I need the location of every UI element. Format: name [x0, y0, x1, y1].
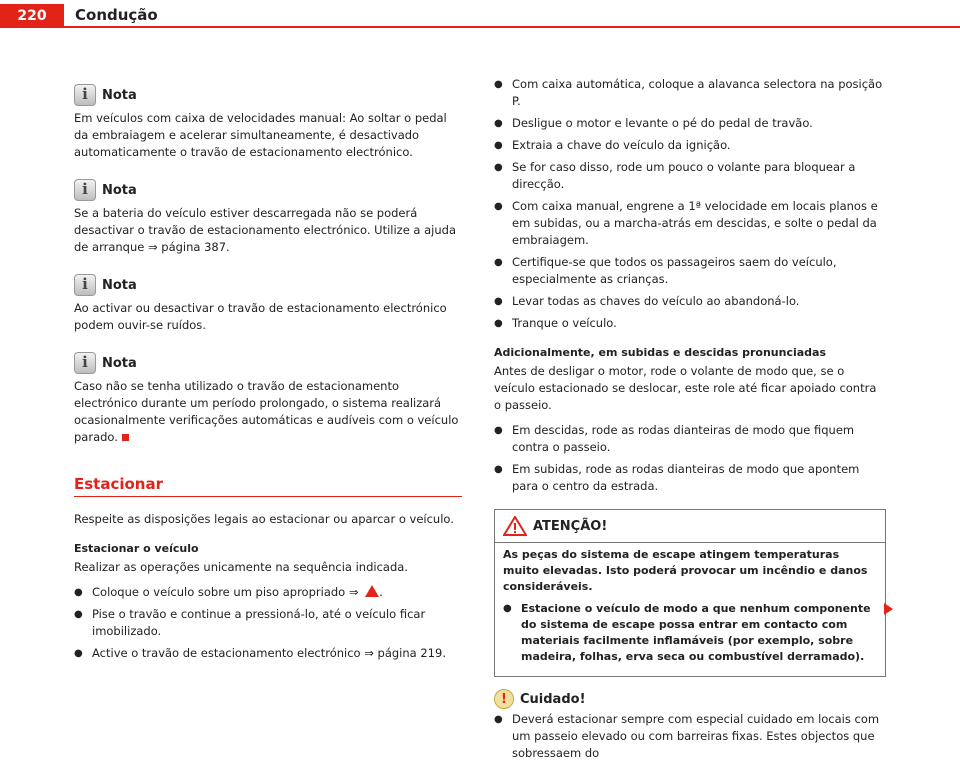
list-item: ● Deverá estacionar sempre com especial cuidado em locais com um passeio elevado ou com barreiras fixas. Estes objectos que sobressaem do	[494, 711, 886, 762]
steps-list-left	[74, 584, 462, 662]
note-4	[74, 352, 462, 374]
note-2	[74, 179, 462, 201]
list-item: ● Desligue o motor e levante o pé do pedal de travão.	[494, 115, 886, 132]
caution-title: Cuidado!	[520, 691, 586, 707]
list-item: ● Active o travão de estacionamento electrónico ⇒ página 219.	[74, 645, 462, 662]
warning-triangle-icon[interactable]	[365, 585, 379, 597]
note-title: Nota	[102, 355, 137, 371]
note-text: Se a bateria do veículo estiver descarregada não se poderá desactivar o travão de estacionamento electrónico. Utilize a ajuda de arranque ⇒ página 387.	[74, 206, 457, 254]
page-header	[0, 0, 960, 28]
left-column	[74, 84, 462, 667]
end-of-section-mark	[122, 434, 129, 441]
note-text	[74, 378, 462, 446]
list-item: ● Coloque o veículo sobre um piso apropriado ⇒ .	[74, 584, 462, 601]
info-icon	[74, 179, 96, 201]
list-item: ● Certifique-se que todos os passageiros saem do veículo, especialmente as crianças.	[494, 254, 886, 288]
info-icon	[74, 84, 96, 106]
right-column	[494, 76, 886, 767]
note-text-content: Caso não se tenha utilizado o travão de estacionamento electrónico durante um período prolongado, o sistema realizará ocasionalmente verificações automáticas e audíveis com o veículo parado.	[74, 379, 459, 444]
warning-title: ATENÇÃO!	[533, 518, 608, 534]
info-icon	[74, 352, 96, 374]
note-title: Nota	[102, 277, 137, 293]
warning-box	[494, 509, 886, 677]
subhead-text: Realizar as operações unicamente na sequência indicada.	[74, 560, 408, 574]
slope-steps-list	[494, 422, 886, 495]
steps-list-right	[494, 76, 886, 332]
note-text: Ao activar ou desactivar o travão de estacionamento electrónico podem ouvir-se ruídos.	[74, 301, 447, 332]
note-3	[74, 274, 462, 296]
list-item: ● Tranque o veículo.	[494, 315, 886, 332]
list-item: ● Em subidas, rode as rodas dianteiras de modo que apontem para o centro da estrada.	[494, 461, 886, 495]
list-item-text: Coloque o veículo sobre um piso apropriado ⇒	[92, 585, 359, 599]
warning-text: As peças do sistema de escape atingem temperaturas muito elevadas. Isto poderá provocar um incêndio e danos consideráveis.	[503, 548, 868, 593]
warning-header	[495, 510, 885, 543]
note-title: Nota	[102, 182, 137, 198]
caution-icon: !	[494, 689, 514, 709]
list-item: ● Extraia a chave do veículo da ignição.	[494, 137, 886, 154]
subhead-slopes: Adicionalmente, em subidas e descidas pronunciadas	[494, 346, 827, 359]
subhead-text: Antes de desligar o motor, rode o volante de modo que, se o veículo estacionado se deslocar, este role até ficar apoiado contra o passeio.	[494, 364, 877, 412]
list-item: ● Com caixa automática, coloque a alavanca selectora na posição P.	[494, 76, 886, 110]
list-item: ● Em descidas, rode as rodas dianteiras de modo que fiquem contra o passeio.	[494, 422, 886, 456]
section-intro: Respeite as disposições legais ao estacionar ou aparcar o veículo.	[74, 512, 454, 526]
warning-triangle-icon	[503, 516, 527, 536]
warning-list	[503, 601, 877, 665]
warning-body	[495, 543, 885, 676]
note-1	[74, 84, 462, 106]
caution-header	[494, 689, 886, 709]
section-title: Estacionar	[74, 476, 462, 497]
subhead-park-vehicle: Estacionar o veículo	[74, 542, 199, 555]
note-text: Em veículos com caixa de velocidades manual: Ao soltar o pedal da embraiagem e acelerar simultaneamente, é desactivado automaticamente o travão de estacionamento electrónico.	[74, 111, 447, 159]
header-rule	[0, 26, 960, 28]
list-item: ● Com caixa manual, engrene a 1ª velocidade em locais planos e em subidas, ou a marcha-atrás em descidas, e solte o pedal da embraiagem.	[494, 198, 886, 249]
info-icon	[74, 274, 96, 296]
note-title: Nota	[102, 87, 137, 103]
next-page-arrow-icon[interactable]	[884, 603, 893, 615]
list-item: ● Estacione o veículo de modo a que nenhum componente do sistema de escape possa entrar em contacto com materiais facilmente inflamáveis (por exemplo, sobre madeira, folhas, erva seca ou combustível derramado).	[503, 601, 877, 665]
list-item: ● Levar todas as chaves do veículo ao abandoná-lo.	[494, 293, 886, 310]
caution-list	[494, 711, 886, 762]
list-item: ● Pise o travão e continue a pressioná-lo, até o veículo ficar imobilizado.	[74, 606, 462, 640]
list-item: ● Se for caso disso, rode um pouco o volante para bloquear a direcção.	[494, 159, 886, 193]
page-number: 220	[0, 4, 64, 28]
chapter-title: Condução	[75, 6, 158, 24]
